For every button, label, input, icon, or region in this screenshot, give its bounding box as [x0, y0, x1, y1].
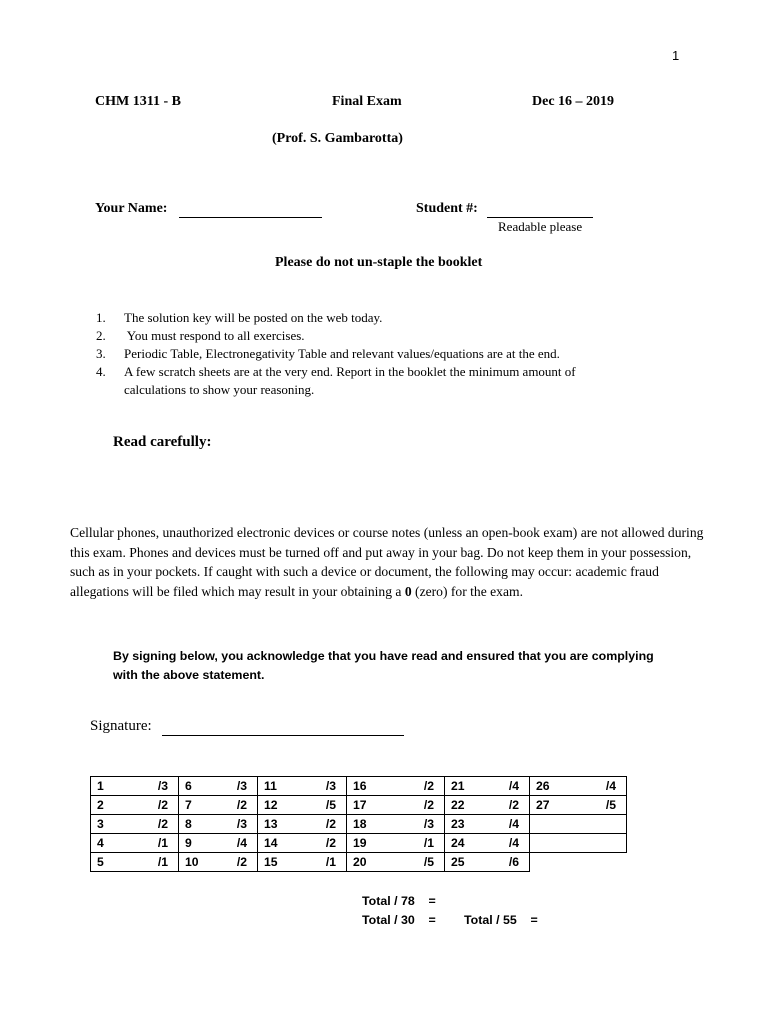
score-cell — [530, 777, 627, 796]
instruction-item — [96, 363, 576, 381]
staple-note: Please do not un-staple the booklet — [275, 255, 483, 270]
question-number: 14 — [264, 836, 278, 850]
policy-zero: 0 — [404, 583, 412, 599]
score-cell — [347, 853, 445, 872]
instruction-text: You must respond to all exercises. — [124, 328, 305, 343]
question-number: 1 — [97, 779, 104, 793]
question-number: 22 — [451, 798, 465, 812]
signature-label: Signature: — [90, 718, 152, 734]
readable-note: Readable please — [498, 219, 583, 234]
score-table — [90, 776, 627, 872]
question-number: 11 — [264, 779, 277, 793]
question-number: 24 — [451, 836, 465, 850]
total-55: Total / 55 = — [464, 913, 538, 927]
question-number: 27 — [536, 798, 550, 812]
instruction-item — [96, 327, 576, 345]
score-cell — [347, 796, 445, 815]
question-points: /2 — [157, 798, 168, 812]
instruction-continuation: calculations to show your reasoning. — [124, 382, 315, 397]
question-points: /1 — [423, 836, 434, 850]
question-number: 23 — [451, 817, 465, 831]
exam-title: Final Exam — [332, 94, 402, 109]
question-points: /6 — [508, 855, 519, 869]
score-cell — [91, 853, 179, 872]
question-points: /5 — [325, 798, 336, 812]
instruction-number: 2. — [96, 328, 106, 343]
question-number: 12 — [264, 798, 278, 812]
score-cell — [179, 853, 258, 872]
instruction-text: Periodic Table, Electronegativity Table and relevant values/equations are at the end. — [124, 346, 560, 361]
exam-date: Dec 16 – 2019 — [532, 94, 615, 109]
question-points: /3 — [236, 817, 247, 831]
question-number: 20 — [353, 855, 367, 869]
table-row — [91, 815, 627, 834]
student-number-field-line[interactable] — [487, 217, 593, 218]
question-points: /3 — [325, 779, 336, 793]
score-cell — [530, 834, 627, 853]
question-number: 8 — [185, 817, 192, 831]
question-number: 4 — [97, 836, 104, 850]
score-cell — [258, 777, 347, 796]
instruction-number: 3. — [96, 346, 106, 361]
question-number: 3 — [97, 817, 104, 831]
score-cell — [347, 777, 445, 796]
table-row — [91, 796, 627, 815]
table-row — [91, 834, 627, 853]
score-cell — [179, 815, 258, 834]
question-number: 6 — [185, 779, 192, 793]
score-cell — [445, 853, 530, 872]
question-points: /3 — [236, 779, 247, 793]
instruction-text: A few scratch sheets are at the very end. Report in the booklet the minimum amount of — [124, 364, 576, 379]
instruction-number: 4. — [96, 364, 106, 379]
page-number: 1 — [672, 48, 680, 63]
score-cell — [445, 796, 530, 815]
question-number: 18 — [353, 817, 367, 831]
score-cell — [445, 834, 530, 853]
score-cell — [91, 796, 179, 815]
score-cell — [347, 834, 445, 853]
score-cell — [258, 796, 347, 815]
question-number: 17 — [353, 798, 367, 812]
question-number: 7 — [185, 798, 192, 812]
question-points: /2 — [325, 836, 336, 850]
instruction-item — [96, 345, 576, 363]
question-points: /1 — [325, 855, 336, 869]
course-code: CHM 1311 - B — [95, 94, 181, 109]
student-number-label: Student #: — [416, 201, 478, 216]
score-cell — [347, 815, 445, 834]
question-points: /4 — [508, 779, 519, 793]
professor-name: (Prof. S. Gambarotta) — [272, 131, 403, 146]
score-cell — [91, 777, 179, 796]
question-points: /2 — [423, 779, 434, 793]
table-row — [91, 853, 627, 872]
question-number: 10 — [185, 855, 199, 869]
total-30: Total / 30 = — [362, 913, 436, 927]
score-cell — [258, 853, 347, 872]
read-carefully-heading: Read carefully: — [113, 434, 212, 450]
score-cell — [530, 815, 627, 834]
question-number: 25 — [451, 855, 465, 869]
question-number: 9 — [185, 836, 192, 850]
question-number: 26 — [536, 779, 550, 793]
score-cell — [179, 777, 258, 796]
question-points: /3 — [423, 817, 434, 831]
score-cell — [179, 796, 258, 815]
question-number: 16 — [353, 779, 367, 793]
score-cell — [258, 834, 347, 853]
instruction-item — [96, 309, 576, 327]
question-number: 13 — [264, 817, 278, 831]
name-label: Your Name: — [95, 201, 168, 216]
instruction-number: 1. — [96, 310, 106, 325]
question-number: 21 — [451, 779, 465, 793]
score-cell — [445, 777, 530, 796]
score-cell — [258, 815, 347, 834]
score-cell — [91, 815, 179, 834]
score-cell — [445, 815, 530, 834]
question-number: 19 — [353, 836, 367, 850]
question-points: /3 — [157, 779, 168, 793]
question-number: 15 — [264, 855, 278, 869]
question-points: /1 — [157, 855, 168, 869]
question-points: /4 — [236, 836, 247, 850]
question-points: /1 — [157, 836, 168, 850]
table-row — [91, 777, 627, 796]
total-78: Total / 78 = — [362, 894, 436, 908]
question-points: /5 — [605, 798, 616, 812]
score-cell — [91, 834, 179, 853]
question-number: 2 — [97, 798, 104, 812]
question-points: /2 — [325, 817, 336, 831]
question-points: /4 — [508, 836, 519, 850]
question-points: /2 — [236, 798, 247, 812]
question-points: /2 — [508, 798, 519, 812]
question-number: 5 — [97, 855, 104, 869]
policy-paragraph — [70, 523, 710, 601]
question-points: /2 — [236, 855, 247, 869]
acknowledgement-statement: By signing below, you acknowledge that you have read and ensured that you are complying with the above statement. — [113, 649, 654, 682]
signature-field-line[interactable] — [162, 735, 404, 736]
name-field-line[interactable] — [179, 217, 322, 218]
instruction-list — [96, 309, 576, 399]
question-points: /4 — [605, 779, 616, 793]
policy-text: Cellular phones, unauthorized electronic devices or course notes (unless an open-book exam) are not allowed during this exam. Phones and devices must be turned off and put away in your bag. Do not keep them in your possession, such as in your pockets. If caught with such a device or document, the following may occur: academic fraud allegations will be filed which may result in your obtaining a — [70, 525, 704, 599]
score-cell — [179, 834, 258, 853]
instruction-text: The solution key will be posted on the web today. — [124, 310, 383, 325]
question-points: /4 — [508, 817, 519, 831]
question-points: /2 — [157, 817, 168, 831]
policy-text-end: (zero) for the exam. — [411, 583, 523, 599]
question-points: /5 — [423, 855, 434, 869]
score-cell — [530, 796, 627, 815]
question-points: /2 — [423, 798, 434, 812]
empty-cell — [530, 853, 627, 872]
